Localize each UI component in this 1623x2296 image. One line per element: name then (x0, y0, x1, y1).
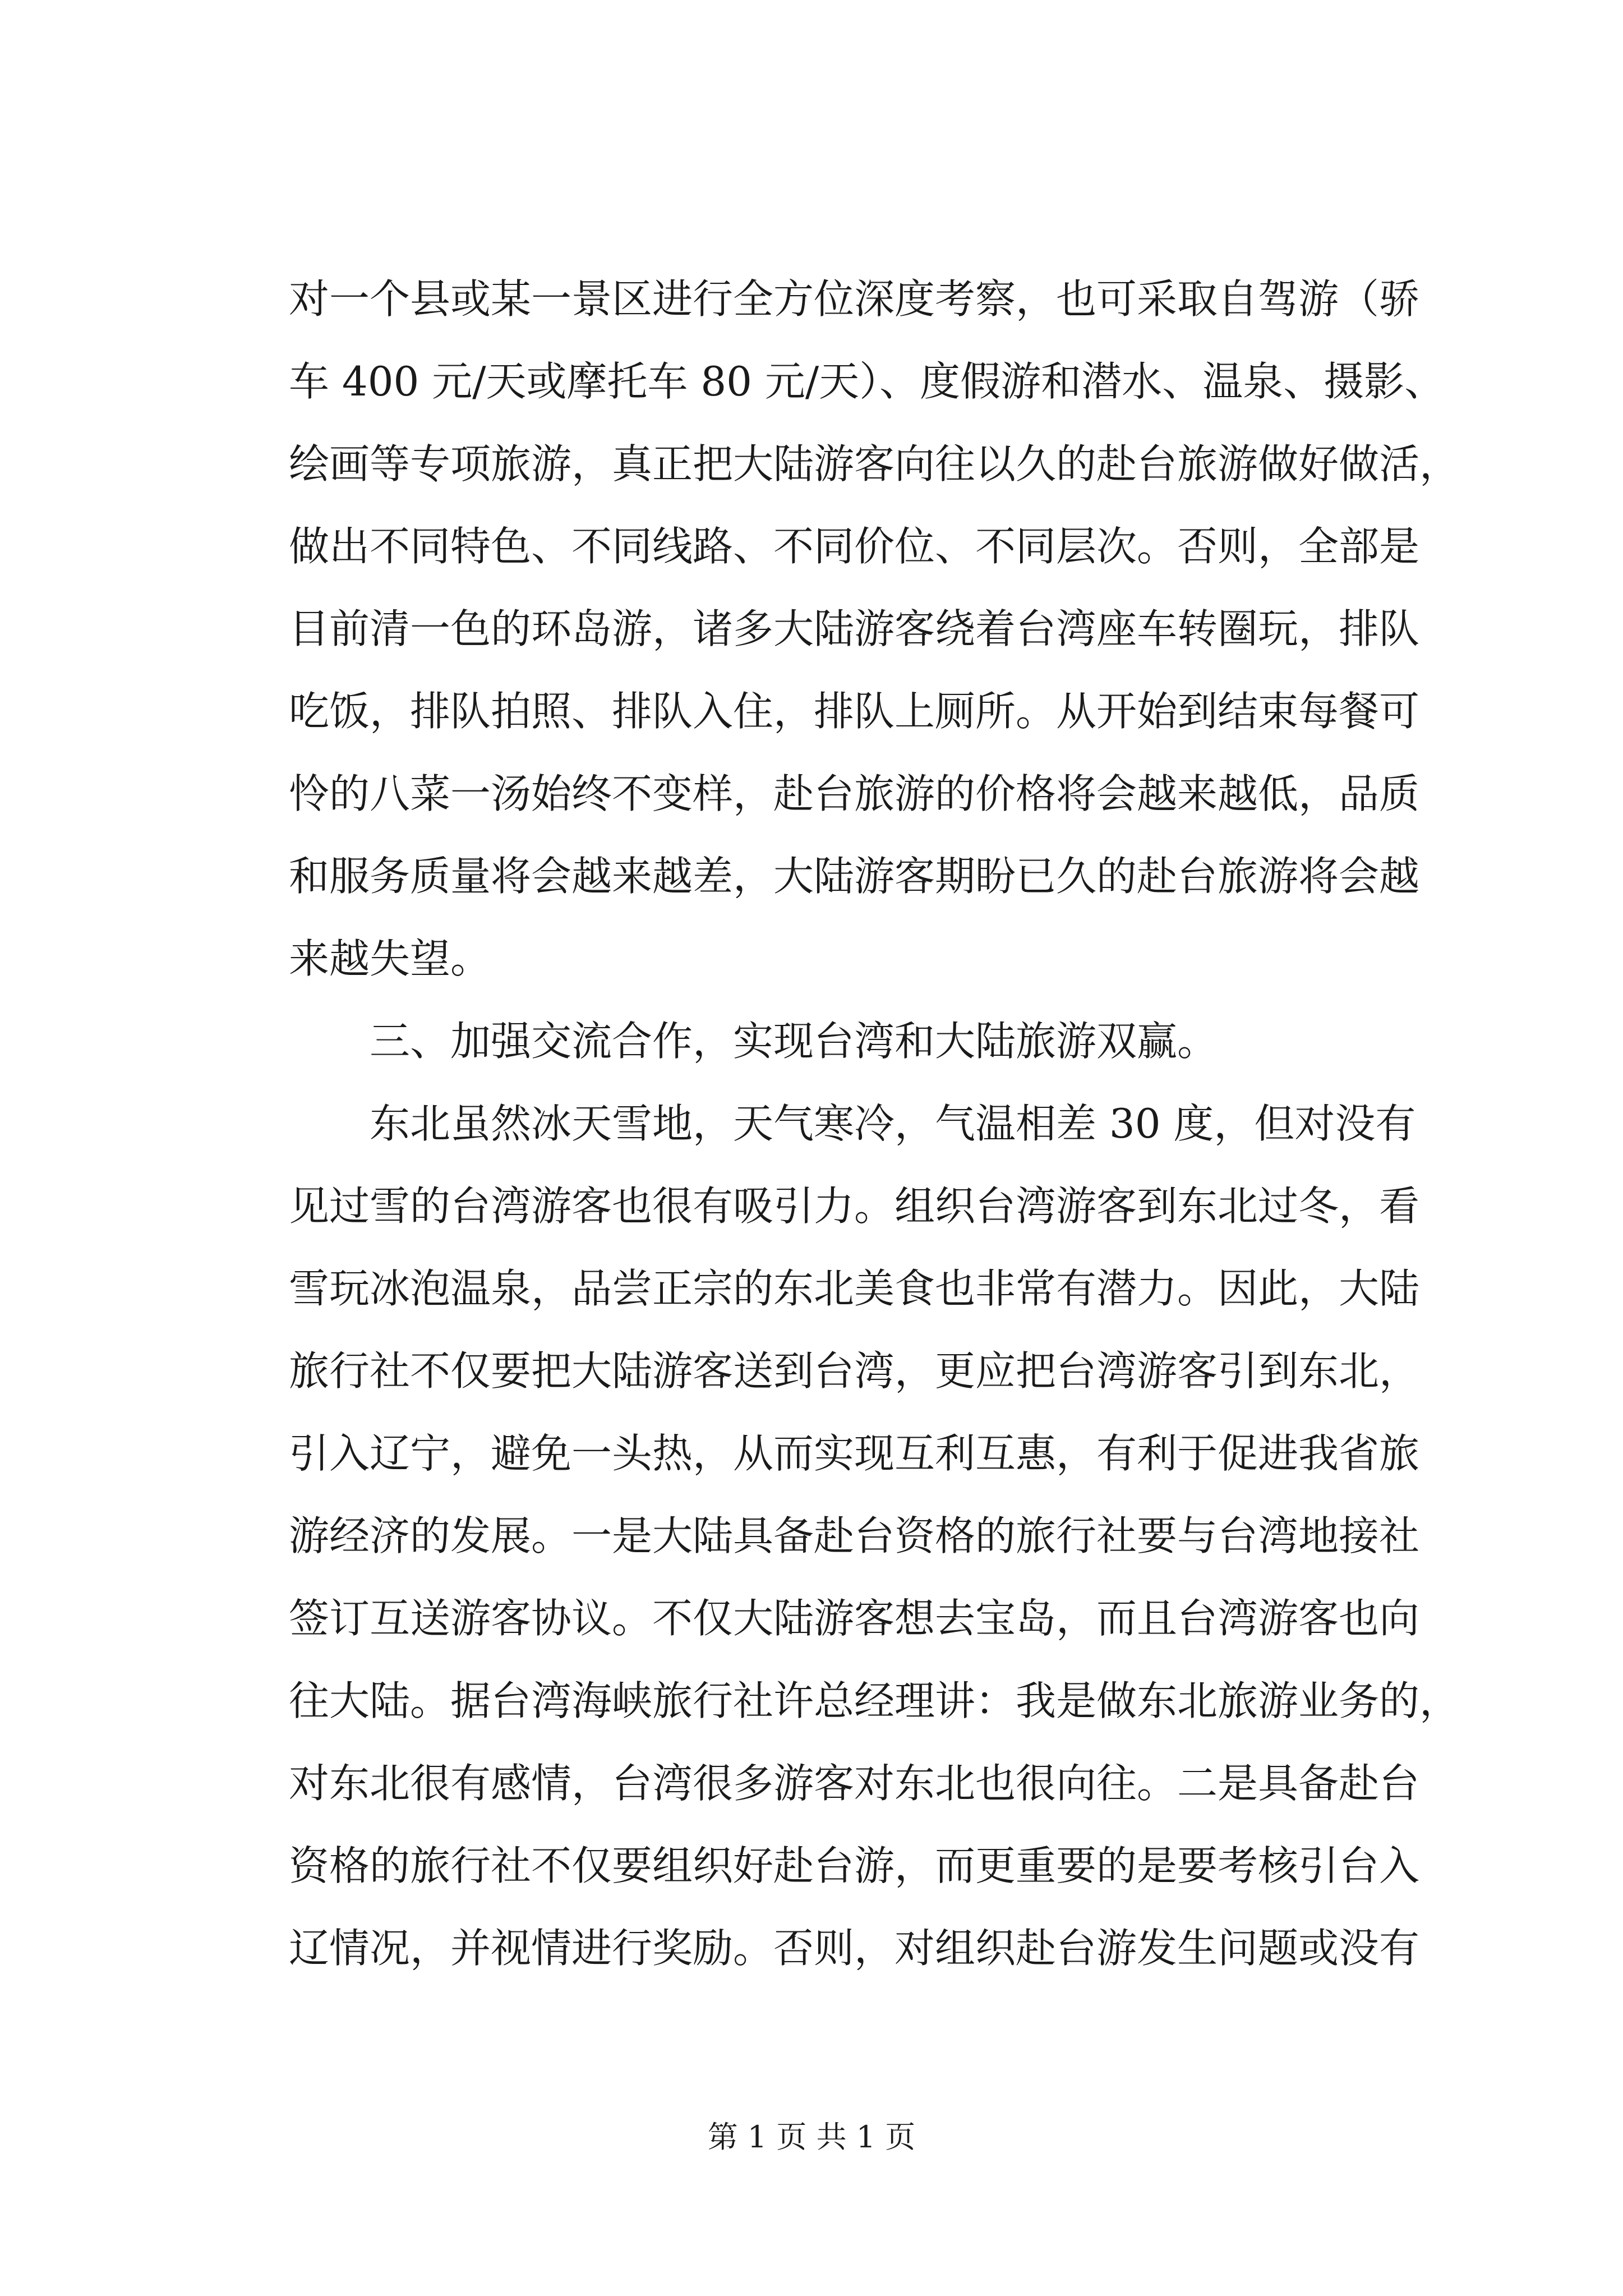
text-line: 签订互送游客协议。不仅大陆游客想去宝岛，而且台湾游客也向 (289, 1595, 1420, 1642)
text-line: 东北虽然冰天雪地，天气寒冷，气温相差 30 度，但对没有 (370, 1100, 1416, 1147)
text-line: 对一个县或某一景区进行全方位深度考察，也可采取自驾游（骄 (289, 275, 1420, 323)
text-line: 来越失望。 (289, 935, 491, 982)
section-heading: 三、加强交流合作，实现台湾和大陆旅游双赢。 (370, 1018, 1218, 1065)
page-footer (0, 2115, 1623, 2160)
text-line: 辽情况，并视情进行奖励。否则，对组织赴台游发生问题或没有 (289, 1925, 1420, 1972)
text-line: 见过雪的台湾游客也很有吸引力。组织台湾游客到东北过冬，看 (289, 1182, 1420, 1230)
text-line: 资格的旅行社不仅要组织好赴台游，而更重要的是要考核引台入 (289, 1842, 1420, 1889)
page-number: 第 1 页 共 1 页 (707, 2119, 916, 2155)
text-line: 和服务质量将会越来越差，大陆游客期盼已久的赴台旅游将会越 (289, 853, 1420, 900)
text-line: 车 400 元/天或摩托车 80 元/天）、度假游和潜水、温泉、摄影、 (289, 358, 1445, 405)
text-line: 做出不同特色、不同线路、不同价位、不同层次。否则，全部是 (289, 523, 1420, 570)
text-line: 往大陆。据台湾海峡旅行社许总经理讲：我是做东北旅游业务的， (289, 1677, 1460, 1724)
text-line: 游经济的发展。一是大陆具备赴台资格的旅行社要与台湾地接社 (289, 1512, 1420, 1559)
text-line: 雪玩冰泡温泉，品尝正宗的东北美食也非常有潜力。因此，大陆 (289, 1265, 1420, 1312)
text-line: 怜的八菜一汤始终不变样，赴台旅游的价格将会越来越低，品质 (289, 770, 1420, 817)
text-line: 目前清一色的环岛游，诸多大陆游客绕着台湾座车转圈玩，排队 (289, 605, 1420, 652)
text-line: 旅行社不仅要把大陆游客送到台湾，更应把台湾游客引到东北， (289, 1347, 1420, 1395)
text-line: 绘画等专项旅游，真正把大陆游客向往以久的赴台旅游做好做活， (289, 440, 1460, 487)
text-line: 对东北很有感情，台湾很多游客对东北也很向往。二是具备赴台 (289, 1760, 1420, 1807)
document-body (289, 258, 1467, 1990)
text-line: 吃饭，排队拍照、排队入住，排队上厕所。从开始到结束每餐可 (289, 688, 1420, 735)
text-line: 引入辽宁，避免一头热，从而实现互利互惠，有利于促进我省旅 (289, 1430, 1420, 1477)
